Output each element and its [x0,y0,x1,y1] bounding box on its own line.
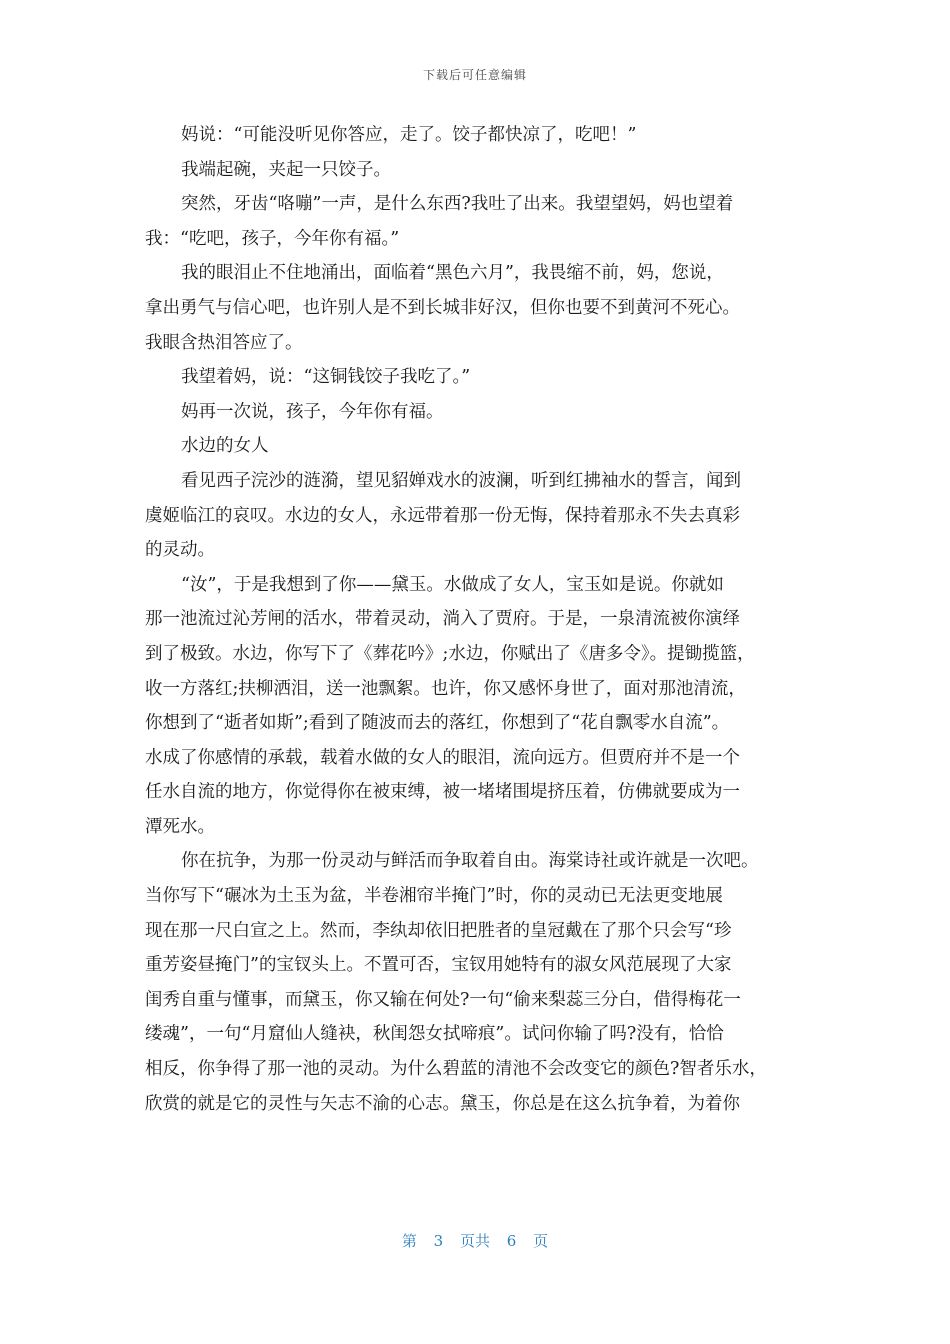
text-line: 欣赏的就是它的灵性与矢志不渝的心志。黛玉，你总是在这么抗争着，为着你 [145,1093,740,1114]
text-line: 我端起碗，夹起一只饺子。 [181,159,391,180]
footer-prefix: 第 [401,1232,417,1250]
text-line: 你想到了“逝者如斯”;看到了随波而去的落红，你想到了“花自飘零水自流”。 [145,713,730,734]
text-line: 妈再一次说，孩子，今年你有福。 [181,401,444,422]
text-line: 相反，你争得了那一池的灵动。为什么碧蓝的清池不会改变它的颜色?智者乐水， [145,1059,767,1080]
text-line: 闺秀自重与懂事，而黛玉，你又输在何处?一句“偷来梨蕊三分白，借得梅花一 [145,989,741,1010]
text-line: 潭死水。 [145,816,215,837]
text-line: 我望着妈，说：“这铜钱饺子我吃了。” [181,367,471,388]
text-line: 缕魂”，一句“月窟仙人缝袂，秋闺怨女拭啼痕”。试问你输了吗?没有，恰恰 [145,1024,724,1045]
text-line: “汝”，于是我想到了你——黛玉。水做成了女人，宝玉如是说。你就如 [181,574,724,595]
page-footer [0,1230,950,1251]
text-line: 我的眼泪止不住地涌出，面临着“黑色六月”，我畏缩不前，妈，您说， [181,263,724,284]
page-header: 下载后可任意编辑 [422,68,527,82]
text-line: 虞姬临江的哀叹。水边的女人，永远带着那一份无悔，保持着那永不失去真彩 [145,505,740,526]
text-line: 妈说：“可能没听见你答应，走了。饺子都快凉了，吃吧！” [181,125,637,145]
footer-current-page: 3 [433,1232,444,1250]
text-line: 看见西子浣沙的涟漪，望见貂婵戏水的波澜，听到红拂袖水的誓言，闻到 [181,470,741,491]
text-line: 到了极致。水边，你写下了《葬花吟》;水边，你赋出了《唐多令》。提锄揽篮， [145,643,755,664]
text-line: 你在抗争，为那一份灵动与鲜活而争取着自由。海棠诗社或许就是一次吧。 [181,851,759,872]
text-line: 的灵动。 [145,540,215,561]
text-line: 现在那一尺白宣之上。然而，李纨却依旧把胜者的皇冠戴在了那个只会写“珍 [145,920,732,941]
text-line: 拿出勇气与信心吧，也许别人是不到长城非好汉，但你也要不到黄河不死心。 [145,297,740,318]
text-line: 重芳姿昼掩门”的宝钗头上。不置可否，宝钗用她特有的淑女风范展现了大家 [145,955,732,976]
text-line: 水边的女人 [181,436,269,457]
text-line: 水成了你感情的承载，载着水做的女人的眼泪，流向远方。但贾府并不是一个 [145,747,740,768]
text-line: 突然，牙齿“咯嘣”一声，是什么东西?我吐了出来。我望望妈，妈也望着 [181,194,734,215]
text-line: 当你写下“碾冰为土玉为盆，半卷湘帘半掩门”时，你的灵动已无法更变地展 [145,886,723,907]
text-line: 我：“吃吧，孩子，今年你有福。” [145,228,400,249]
text-line: 任水自流的地方，你觉得你在被束缚，被一堵堵围堤挤压着，仿佛就要成为一 [145,782,740,803]
footer-middle: 页共 [459,1232,490,1250]
text-line: 收一方落红;扶柳洒泪，送一池飘絮。也许，你又感怀身世了，面对那池清流， [145,678,746,699]
document-body [145,118,810,1121]
footer-suffix: 页 [533,1232,549,1250]
footer-total-pages: 6 [506,1232,517,1250]
text-line: 我眼含热泪答应了。 [145,332,303,353]
text-line: 那一池流过沁芳闸的活水，带着灵动，淌入了贾府。于是，一泉清流被你演绎 [145,609,740,630]
